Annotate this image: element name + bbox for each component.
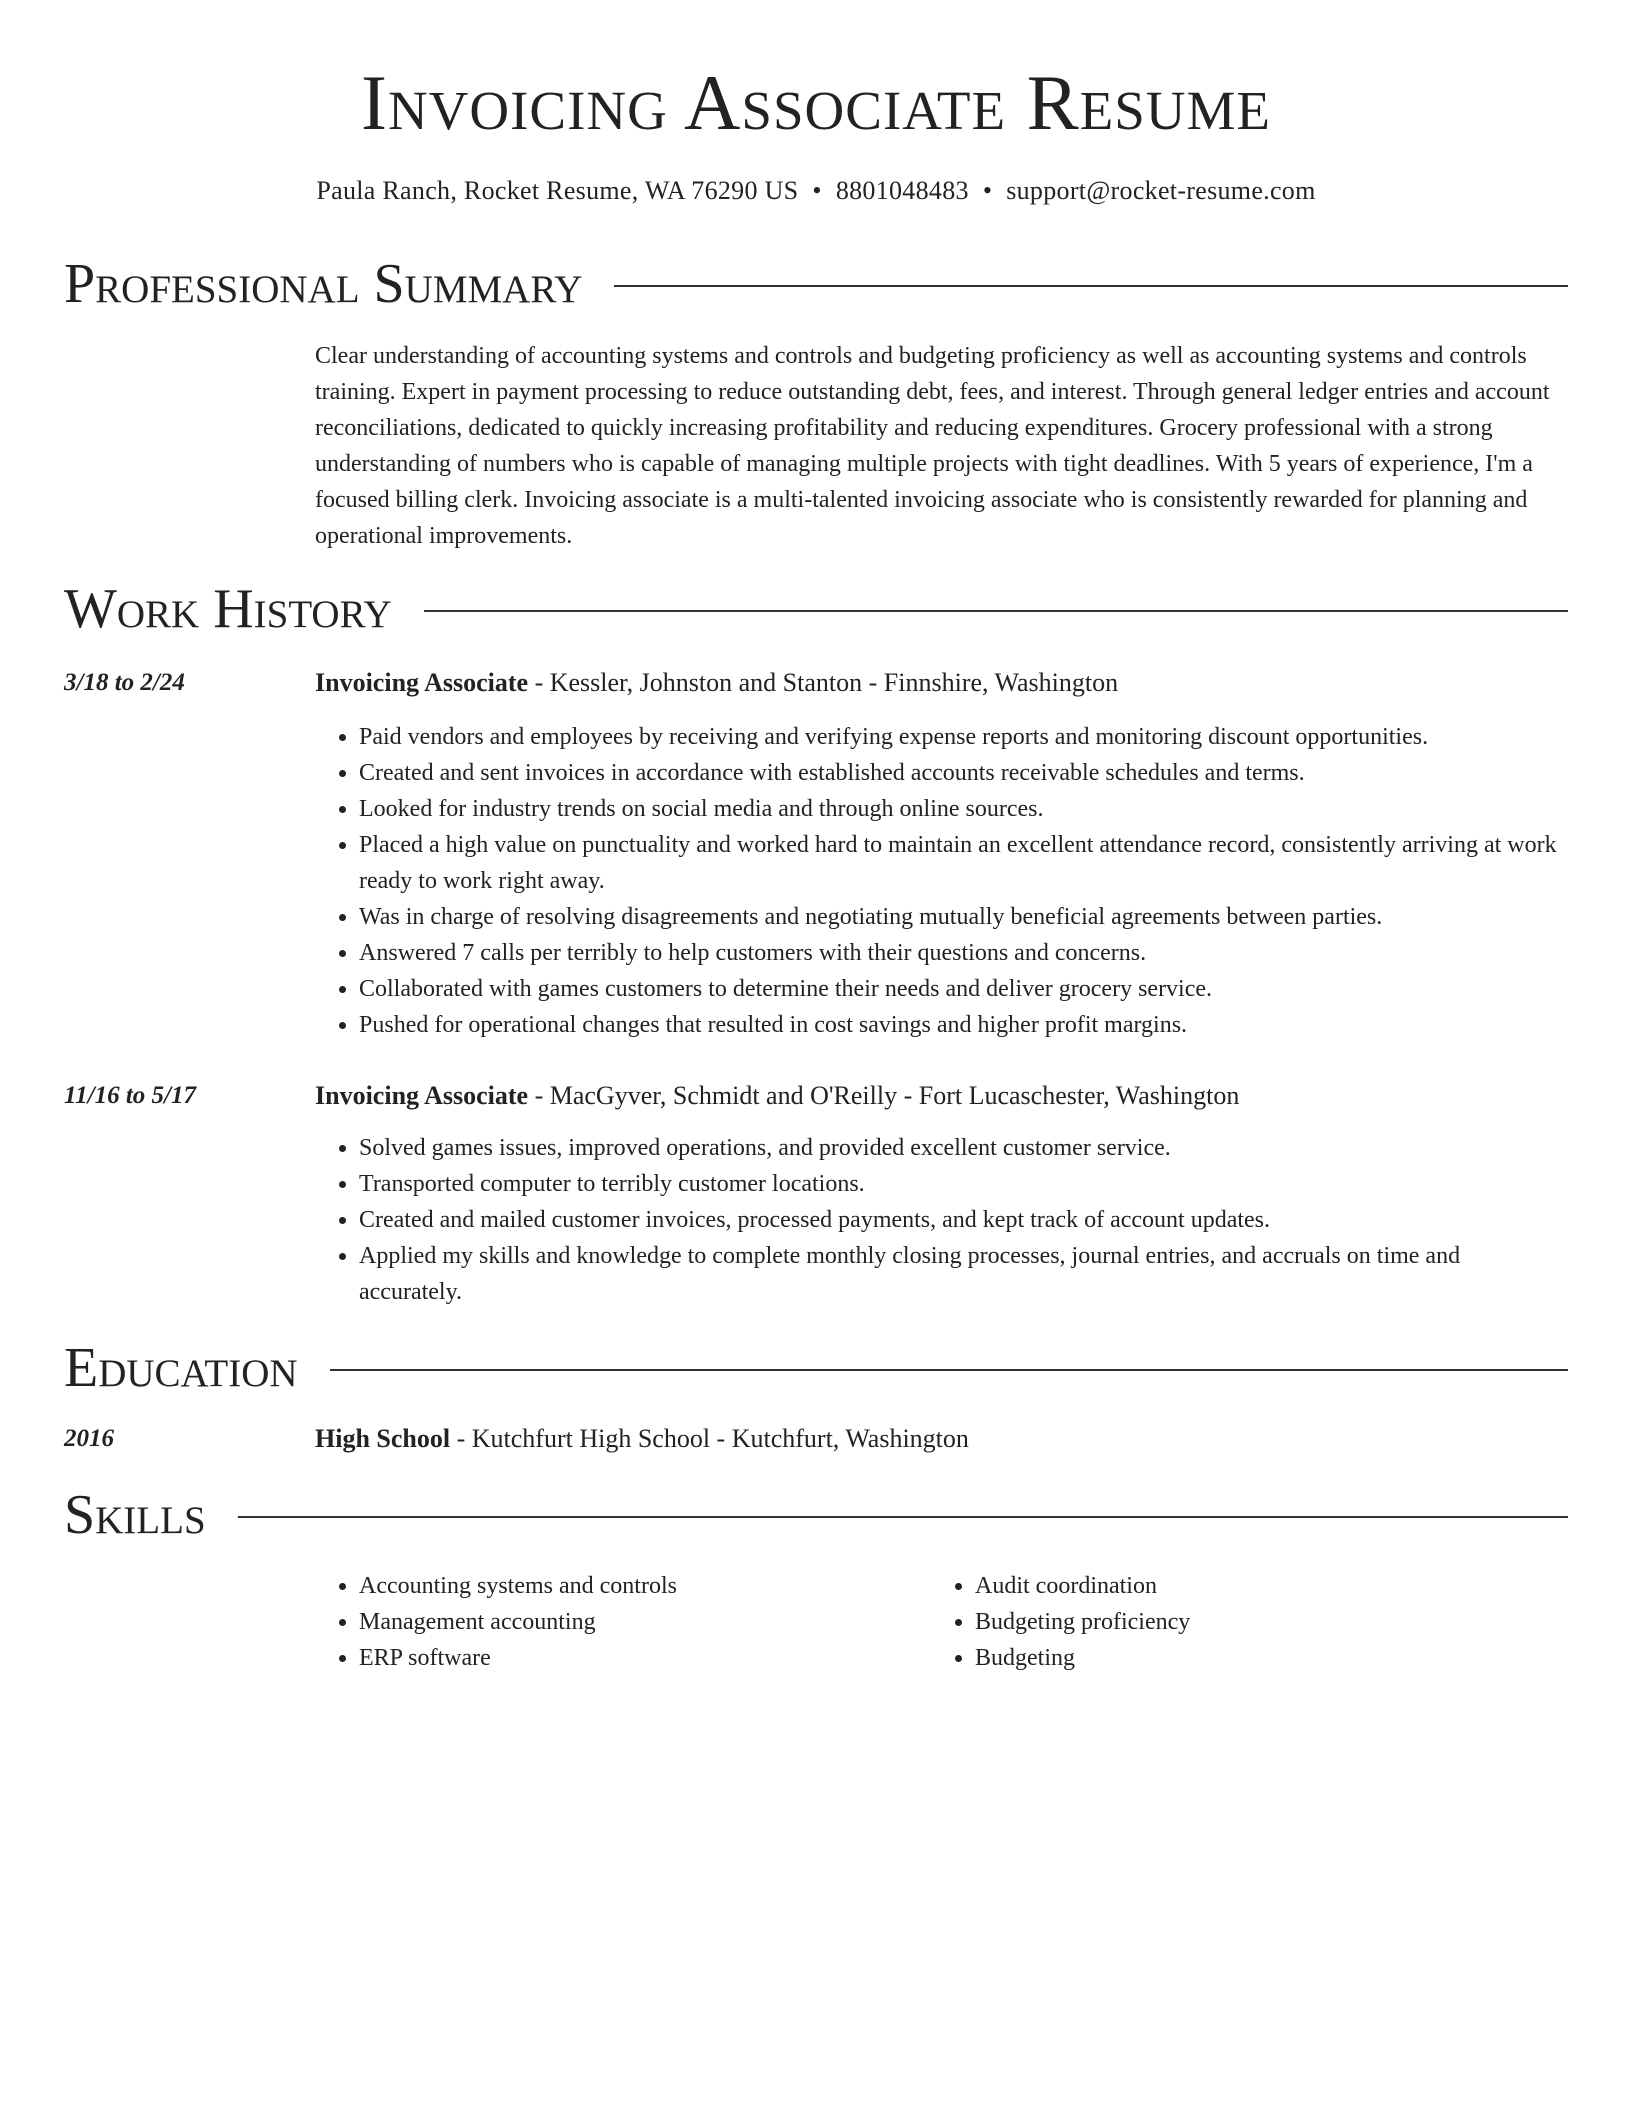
contact-address: Paula Ranch, Rocket Resume, WA 76290 US	[316, 176, 799, 205]
job-title	[315, 1078, 1568, 1114]
summary-heading: Professional Summary	[64, 253, 583, 315]
section-divider	[238, 1516, 1568, 1518]
job-dates: 3/18 to 2/24	[64, 669, 185, 696]
skill-item: • Budgeting proficiency	[975, 1604, 1531, 1640]
contact-line	[64, 173, 1568, 209]
resume-title: Invoicing Associate Resume	[360, 59, 1272, 146]
list-item: • Answered 7 calls per terribly to help customers with their questions and concerns.	[359, 935, 1568, 971]
section-divider	[330, 1369, 1568, 1371]
job-role: Invoicing Associate	[315, 668, 529, 697]
skills-heading: Skills	[64, 1484, 206, 1546]
skills-section-header	[64, 1483, 1568, 1547]
contact-separator: •	[982, 176, 993, 205]
section-divider	[424, 610, 1568, 612]
contact-separator: •	[812, 176, 822, 205]
list-item: • Applied my skills and knowledge to complete monthly closing processes, journal entries, and accruals on time and accurately.	[359, 1238, 1568, 1310]
skill-item: • ERP software	[359, 1640, 915, 1676]
job-title	[315, 665, 1568, 701]
list-item: • Paid vendors and employees by receiving and verifying expense reports and monitoring discount opportunities.	[359, 719, 1568, 755]
skill-item: • Audit coordination	[975, 1568, 1531, 1604]
contact-phone: 8801048483	[835, 176, 969, 205]
list-item: • Pushed for operational changes that resulted in cost savings and higher profit margins.	[359, 1007, 1568, 1043]
education-heading: Education	[64, 1337, 298, 1399]
skills-list-right	[931, 1568, 1531, 1676]
work-history-heading: Work History	[64, 578, 392, 640]
skill-item: • Accounting systems and controls	[359, 1568, 915, 1604]
education-title	[315, 1421, 1568, 1457]
list-item: • Solved games issues, improved operations, and provided excellent customer service.	[359, 1130, 1568, 1166]
job-employer: - Kessler, Johnston and Stanton - Finnshire, Washington	[528, 668, 1119, 697]
education-section-header	[64, 1336, 1568, 1400]
section-divider	[614, 285, 1568, 287]
summary-text: Clear understanding of accounting systems and controls and budgeting proficiency as well as accounting systems and controls training. Expert in payment processing to reduce outstanding debt, fees, and interest. Through general ledger entries and account reconciliations, dedicated to quickly increasing profitability and reducing expenditures. Grocery professional with a strong understanding of numbers who is capable of managing multiple projects with tight deadlines. With 5 years of experience, I'm a focused billing clerk. Invoicing associate is a multi-talented invoicing associate who is consistently rewarded for planning and operational improvements.	[315, 343, 1550, 549]
education-school: - Kutchfurt High School - Kutchfurt, Washington	[450, 1424, 969, 1453]
job-employer: - MacGyver, Schmidt and O'Reilly - Fort Lucaschester, Washington	[528, 1081, 1240, 1110]
job-role: Invoicing Associate	[315, 1081, 529, 1110]
work-history-section-header	[64, 577, 1568, 641]
list-item: • Was in charge of resolving disagreements and negotiating mutually beneficial agreements between parties.	[359, 899, 1568, 935]
job-bullets	[315, 1130, 1568, 1310]
list-item: • Created and mailed customer invoices, processed payments, and kept track of account updates.	[359, 1202, 1568, 1238]
skill-item: • Management accounting	[359, 1604, 915, 1640]
skill-item: • Budgeting	[975, 1640, 1531, 1676]
education-year: 2016	[64, 1425, 114, 1452]
job-bullets	[315, 719, 1568, 1043]
list-item: • Created and sent invoices in accordance with established accounts receivable schedules and terms.	[359, 755, 1568, 791]
list-item: • Collaborated with games customers to determine their needs and deliver grocery service.	[359, 971, 1568, 1007]
skills-list-left	[315, 1568, 915, 1676]
contact-email: support@rocket-resume.com	[1006, 176, 1316, 205]
summary-section-header	[64, 252, 1568, 316]
job-dates: 11/16 to 5/17	[64, 1082, 196, 1109]
education-degree: High School	[315, 1424, 451, 1453]
list-item: • Looked for industry trends on social media and through online sources.	[359, 791, 1568, 827]
list-item: • Placed a high value on punctuality and worked hard to maintain an excellent attendance record, consistently arriving at work ready to work right away.	[359, 827, 1568, 899]
list-item: • Transported computer to terribly customer locations.	[359, 1166, 1568, 1202]
